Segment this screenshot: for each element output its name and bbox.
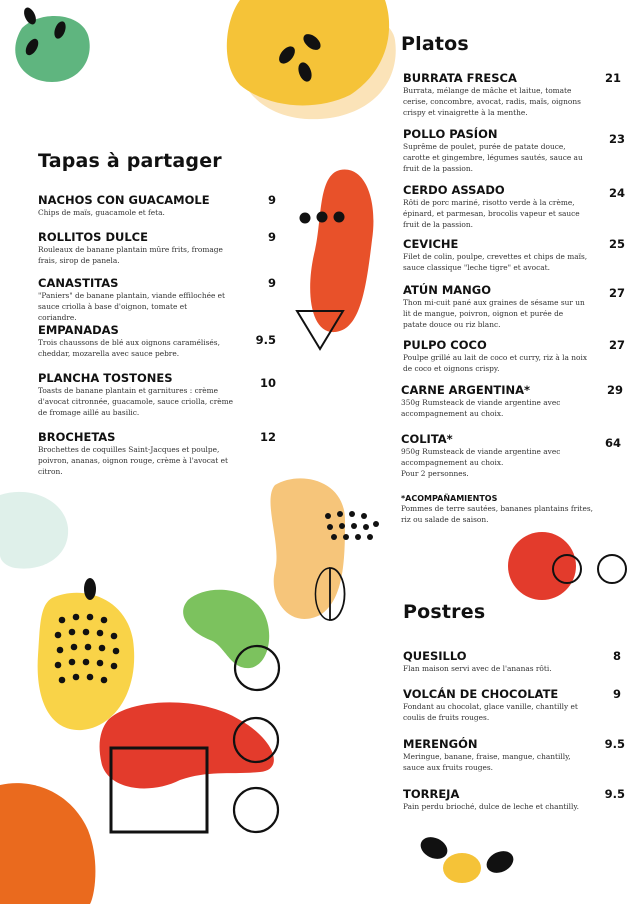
platos-item: [403, 283, 623, 330]
peach-blob: [270, 478, 345, 619]
item-name: POLLO PASÍON: [403, 127, 498, 141]
item-name: NACHOS CON GUACAMOLE: [38, 193, 210, 207]
item-name: COLITA*: [401, 432, 453, 446]
item-price: 25: [608, 237, 625, 251]
item-price: 27: [608, 338, 625, 352]
item-description: 950g Rumsteack de viande argentine avec accompagnement au choix.: [401, 447, 561, 467]
seed-icon: [483, 847, 517, 877]
item-name: BURRATA FRESCA: [403, 71, 517, 85]
platos-title: Platos: [401, 33, 469, 55]
note-title: *ACOMPAÑAMIENTOS: [401, 494, 498, 503]
platos-item: [401, 432, 623, 479]
mint-blob: [0, 492, 68, 569]
item-name: CANASTITAS: [38, 276, 119, 290]
item-price: 9.5: [604, 787, 625, 801]
item-description: Toasts de banane plantain et garnitures : crème d'avocat citronnée, guacamole, sauce criolla, crème de fromage aillé au basilic.: [38, 386, 233, 417]
item-description: Thon mi-cuit pané aux graines de sésame sur un lit de mangue, poivron, oignon et purée de patate douce ou riz blanc.: [403, 298, 585, 329]
postres-title: Postres: [403, 601, 486, 623]
yellow-lemon-small: [443, 853, 481, 883]
item-name: ROLLITOS DULCE: [38, 230, 148, 244]
item-name: MERENGÓN: [403, 737, 478, 751]
item-price: 9: [612, 687, 621, 701]
item-name: CERDO ASSADO: [403, 183, 505, 197]
item-price: 9: [267, 276, 276, 290]
platos-item: [401, 383, 623, 420]
item-price: 23: [608, 132, 625, 146]
item-extra: Pour 2 personnes.: [401, 468, 469, 478]
red-blob: [100, 702, 274, 788]
item-name: PULPO COCO: [403, 338, 487, 352]
item-description: Fondant au chocolat, glace vanille, chantilly et coulis de fruits rouges.: [403, 702, 578, 722]
platos-item: [403, 338, 623, 375]
item-description: Filet de colin, poulpe, crevettes et chips de maïs, sauce classique "leche tigre" et avocat.: [403, 252, 588, 272]
item-price: 9.5: [604, 737, 625, 751]
item-price: 9.5: [255, 333, 276, 347]
item-description: Chips de maïs, guacamole et feta.: [38, 208, 165, 217]
item-price: 24: [608, 186, 625, 200]
postres-item: [403, 649, 623, 675]
item-price: 64: [604, 436, 621, 450]
platos-item: [403, 183, 623, 230]
item-price: 29: [606, 383, 623, 397]
item-name: ATÚN MANGO: [403, 283, 492, 297]
lime-blob: [183, 590, 269, 668]
postres-item: [403, 787, 623, 813]
dot-icon: [317, 212, 328, 223]
orange-papaya-blob: [310, 170, 373, 333]
item-description: Meringue, banane, fraise, mangue, chantilly, sauce aux fruits rouges.: [403, 752, 571, 772]
red-circle: [508, 532, 576, 600]
item-price: 21: [604, 71, 621, 85]
dot-icon: [300, 213, 311, 224]
postres-item: [403, 687, 623, 724]
item-price: 12: [259, 430, 276, 444]
item-description: Brochettes de coquilles Saint-Jacques et poulpe, poivron, ananas, oignon rouge, crème à l'avocat et citron.: [38, 445, 228, 476]
item-price: 8: [612, 649, 621, 663]
platos-item: [403, 237, 623, 274]
item-name: TORREJA: [403, 787, 460, 801]
dot-icon: [334, 212, 345, 223]
item-name: QUESILLO: [403, 649, 467, 663]
tapas-item: [38, 193, 278, 219]
orange-blob-bottom-left: [0, 783, 95, 904]
tapas-title: Tapas à partager: [38, 150, 222, 172]
item-price: 10: [259, 376, 276, 390]
item-description: Poulpe grillé au lait de coco et curry, riz à la noix de coco et oignons crispy.: [403, 353, 588, 373]
item-description: Suprême de poulet, purée de patate douce, carotte et gingembre, légumes sautés, sauce au fruit de la passion.: [403, 142, 583, 173]
tapas-item: [38, 323, 278, 360]
seed-icon: [417, 833, 451, 863]
item-description: Rôti de porc mariné, risotto verde à la crème, épinard, et parmesan, brocolis vapeur et sauce fruit de la passion.: [403, 198, 580, 229]
item-price: 9: [267, 193, 276, 207]
item-description: 350g Rumsteack de viande argentine avec accompagnement au choix.: [401, 398, 561, 418]
item-description: Burrata, mélange de mâche et laitue, tomate cerise, concombre, avocat, radis, maïs, oignons crispy et vinaigrette à la menthe.: [403, 86, 581, 117]
ring-icon: [234, 788, 278, 832]
note-text: Pommes de terre sautées, bananes plantains frites, riz ou salade de saison.: [401, 504, 594, 524]
item-name: VOLCÁN DE CHOCOLATE: [403, 687, 559, 701]
accompaniments-note: [401, 494, 601, 526]
item-name: BROCHETAS: [38, 430, 116, 444]
tapas-item: [38, 371, 278, 418]
platos-item: [403, 127, 623, 174]
item-description: Pain perdu brioché, dulce de leche et chantilly.: [403, 802, 579, 811]
item-description: Flan maison servi avec de l'ananas rôti.: [403, 664, 552, 673]
item-price: 27: [608, 286, 625, 300]
seed-icon: [84, 578, 96, 600]
item-price: 9: [267, 230, 276, 244]
ring-icon: [598, 555, 626, 583]
postres-item: [403, 737, 623, 774]
tapas-item: [38, 276, 278, 323]
item-description: Trois chaussons de blé aux oignons caramélisés, cheddar, mozarella avec sauce pebre.: [38, 338, 220, 358]
tapas-item: [38, 430, 278, 477]
item-name: EMPANADAS: [38, 323, 119, 337]
item-name: CARNE ARGENTINA*: [401, 383, 531, 397]
item-description: Rouleaux de banane plantain mûre frits, fromage frais, sirop de panela.: [38, 245, 223, 265]
item-name: PLANCHA TOSTONES: [38, 371, 173, 385]
tapas-item: [38, 230, 278, 267]
platos-item: [403, 71, 623, 118]
item-name: CEVICHE: [403, 237, 459, 251]
item-description: "Paniers" de banane plantain, viande effilochée et sauce criolla à base d'oignon, tomate et coriandre.: [38, 291, 226, 322]
